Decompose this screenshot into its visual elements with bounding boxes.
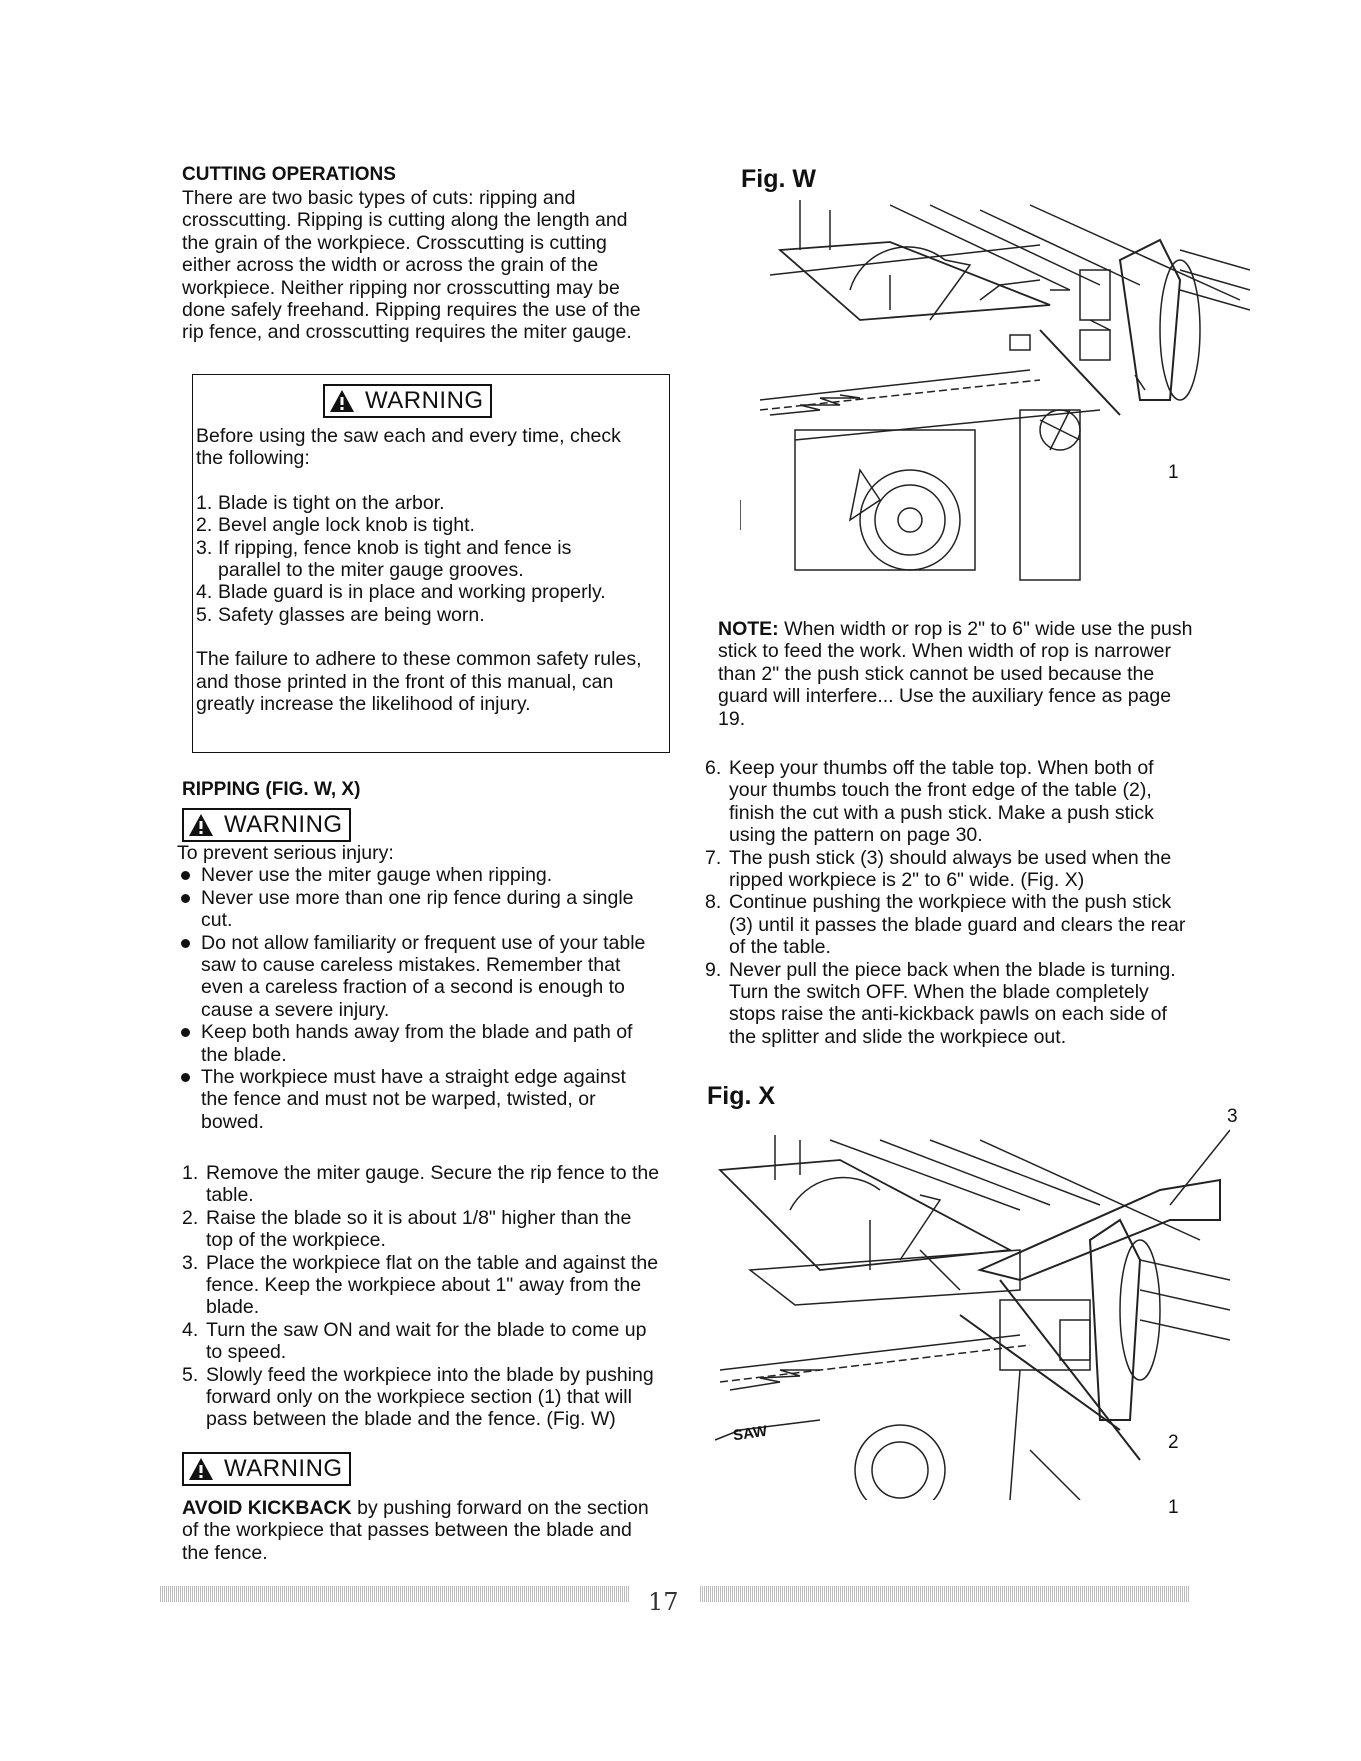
fig-x-title: Fig. X [707,1082,776,1110]
text-line: 19. [718,707,746,730]
saw-label: SAW [731,1422,769,1445]
checklist-item: parallel to the miter gauge grooves. [218,559,524,582]
kickback-text [182,1497,682,1564]
text-line: the following: [196,447,310,470]
ripping-steps [182,1162,682,1431]
cutting-operations-heading: CUTTING OPERATIONS [182,164,396,185]
text-line: stick to feed the work. When width of rop is narrower [718,640,1172,663]
page-number: 17 [648,1588,679,1616]
cutting-operations-text [182,187,662,344]
text-line: To prevent serious injury: [177,842,394,864]
checklist-item: 4. Blade guard is in place and working properly. [196,581,606,604]
text-line: guard will interfere... Use the auxiliary fence as page [718,685,1172,708]
ripping-heading: RIPPING (FIG. W, X) [182,779,361,800]
step-item: 5. Slowly feed the workpiece into the blade by pushing forward only on the workpiece section (1) that will pass between the blade and the fence. (Fig. W) [182,1363,654,1431]
bullet-item: Do not allow familiarity or frequent use of your table saw to cause careless mistakes. Remember that even a careless fraction of a second is enough to cause a severe injury. [177,932,677,1022]
bullet-item: Keep both hands away from the blade and path of the blade. [177,1021,677,1066]
step-item: 9. Never pull the piece back when the blade is turning. Turn the switch OFF. When the blade completely stops raise the anti-kickback pawls on each side of the splitter and slide the workpiece out. [705,958,1176,1048]
ripping-safety-text [177,842,677,1133]
warning-text: WARNING [224,811,343,838]
warning-triangle-icon [188,1457,214,1481]
kickback-bold: AVOID KICKBACK [182,1497,352,1519]
step-item: 8. Continue pushing the workpiece with the push stick (3) until it passes the blade guard and clears the rear of the table. [705,891,1186,959]
step-item: 3. Place the workpiece flat on the table and against the fence. Keep the workpiece about 1" away from the blade. [182,1251,659,1319]
warning-text: WARNING [224,1455,343,1482]
right-steps [705,757,1225,1048]
safety-checklist-box [192,374,670,753]
checklist-item: 5. Safety glasses are being worn. [196,603,485,626]
text-line: the grain of the workpiece. Crosscutting is cutting [182,231,607,254]
fig-w-callout-1: 1 [1168,462,1179,483]
text-line: The failure to adhere to these common safety rules, [196,648,642,671]
text-line: of the workpiece that passes between the blade and [182,1519,632,1542]
checklist-item: 2. Bevel angle lock knob is tight. [196,514,475,537]
text-line: crosscutting. Ripping is cutting along the length and [182,209,628,232]
bullet-item: Never use the miter gauge when ripping. [177,864,677,886]
warning-triangle-icon [188,813,214,837]
checklist-item: 3. If ripping, fence knob is tight and fence is [196,536,572,559]
text-line: There are two basic types of cuts: ripping and [182,187,576,209]
step-item: 4. Turn the saw ON and wait for the blade to come up to speed. [182,1318,647,1364]
text-line: and those printed in the front of this manual, can [196,670,614,693]
text-line: the fence. [182,1541,268,1564]
text-line: workpiece. Neither ripping nor crosscutting may be [182,276,620,299]
checklist-text [196,425,666,715]
text-line: than 2" the push stick cannot be used because the [718,662,1155,685]
footer-hatch-left [160,1586,630,1602]
text-line: When width or rop is 2" to 6" wide use the push [778,618,1193,640]
kickback-warning-label [182,1452,351,1486]
fig-w-illustration [740,200,1250,585]
warning-label [323,384,492,418]
fig-x-callout-2: 2 [1168,1432,1179,1453]
bullet-item: Never use more than one rip fence during a single cut. [177,887,677,932]
text-line: greatly increase the likelihood of injury. [196,693,531,716]
warning-text: WARNING [365,387,484,414]
step-item: 2. Raise the blade so it is about 1/8" higher than the top of the workpiece. [182,1206,632,1252]
fig-w-title: Fig. W [741,165,816,193]
text-line: rip fence, and crosscutting requires the miter gauge. [182,321,632,344]
step-item: 6. Keep your thumbs off the table top. When both of your thumbs touch the front edge of the table (2), finish the cut with a push stick. Make a push stick using the pattern on page 30. [705,757,1154,847]
step-item: 1. Remove the miter gauge. Secure the rip fence to the table. [182,1162,660,1207]
fig-x-callout-3: 3 [1227,1106,1238,1127]
text-line: done safely freehand. Ripping requires the use of the [182,299,641,322]
note-label: NOTE: [718,618,779,640]
step-item: 7. The push stick (3) should always be used when the ripped workpiece is 2" to 6" wide. (Fig. X) [705,846,1172,892]
text-line: either across the width or across the grain of the [182,254,599,277]
fig-x-illustration [700,1120,1230,1500]
text-line: Before using the saw each and every time, check [196,425,621,447]
checklist-item: 1. Blade is tight on the arbor. [196,491,445,514]
note-text [718,618,1218,730]
bullet-item: The workpiece must have a straight edge against the fence and must not be warped, twisted, or bowed. [177,1066,677,1133]
fig-x-callout-1: 1 [1168,1497,1179,1518]
warning-triangle-icon [329,389,355,413]
footer-hatch-right [700,1586,1190,1602]
ripping-warning-label [182,808,351,842]
text-line: by pushing forward on the section [351,1497,649,1519]
